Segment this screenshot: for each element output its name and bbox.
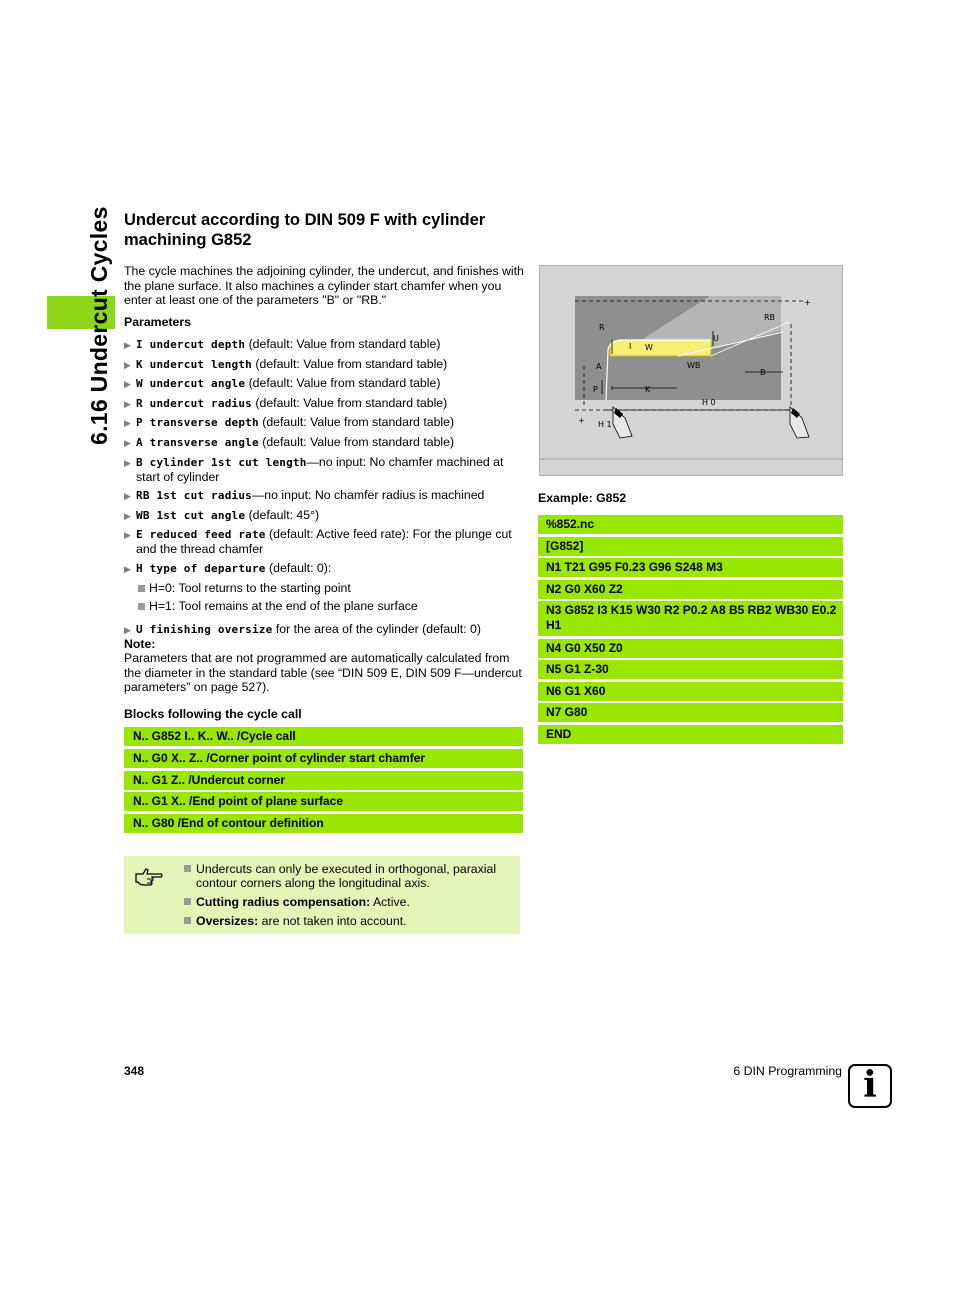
block-line: N.. G1 Z.. /Undercut corner [124, 771, 523, 790]
label-a: A [596, 362, 602, 371]
info-icon[interactable] [848, 1064, 892, 1108]
label-r: R [599, 323, 605, 332]
undercut-diagram-drawing [540, 266, 842, 475]
note-text: Parameters that are not programmed are automatically calculated from the diameter in the standard table (see “DIN 509 E, DIN 509 F—undercut parameters” on page 527). [124, 651, 522, 694]
example-line: N3 G852 I3 K15 W30 R2 P0.2 A8 B5 RB2 WB30 E0.2 H1 [538, 601, 843, 636]
label-plus-top: + [804, 298, 811, 307]
param-item-h: ▶ H type of departure (default: 0): [124, 560, 332, 575]
arrow-right-icon: ▶ [124, 491, 131, 502]
label-w: W [645, 343, 653, 352]
arrow-right-icon: ▶ [124, 359, 131, 370]
example-line: [G852] [538, 537, 843, 556]
bullet-square-icon [138, 585, 145, 592]
label-k: K [645, 385, 651, 394]
bullet-square-icon [138, 603, 145, 610]
section-title: Undercut according to DIN 509 F with cylinder machining G852 [124, 211, 486, 249]
block-line: N.. G852 I.. K.. W.. /Cycle call [124, 727, 523, 746]
block-line: N.. G0 X.. Z.. /Corner point of cylinder start chamfer [124, 749, 523, 768]
chapter-footer: 6 DIN Programming [733, 1064, 842, 1078]
example-line: N6 G1 X60 [538, 682, 843, 701]
param-item-p: ▶ P transverse depth (default: Value from standard table) [124, 415, 455, 430]
param-item-w: ▶ W undercut angle (default: Value from standard table) [124, 376, 441, 391]
arrow-right-icon: ▶ [124, 398, 131, 409]
note-heading: Note: [124, 637, 156, 651]
example-line: N5 G1 Z-30 [538, 660, 843, 679]
tip-box [124, 856, 520, 934]
undercut-region [610, 340, 711, 356]
label-b: B [760, 368, 766, 377]
arrow-right-icon: ▶ [124, 418, 131, 429]
param-item-u: ▶ U finishing oversize for the area of the cylinder (default: 0) [124, 621, 481, 636]
param-item-b: ▶ B cylinder 1st cut length—no input: No chamfer machined at start of cylinder [124, 454, 504, 484]
parameters-heading: Parameters [124, 315, 191, 329]
label-u: U [713, 334, 719, 343]
bullet-square-icon [184, 898, 191, 905]
param-item-i: ▶ I undercut depth (default: Value from standard table) [124, 337, 441, 351]
param-item-rb: ▶ RB 1st cut radius—no input: No chamfer radius is machined [124, 488, 485, 503]
param-item-e: ▶ E reduced feed rate (default: Active feed rate): For the plunge cut and the thread chamfer [124, 527, 512, 557]
h-option-0: H=0: Tool returns to the starting point [124, 581, 524, 595]
tip-list [184, 862, 514, 933]
label-plus-bottom: + [578, 416, 585, 425]
info-glyph: i [863, 1064, 877, 1106]
chapter-side-title: 6.16 Undercut Cycles [86, 206, 112, 445]
block-line: N.. G1 X.. /End point of plane surface [124, 792, 523, 811]
bullet-square-icon [184, 917, 191, 924]
example-line: %852.nc [538, 515, 843, 534]
example-line: N7 G80 [538, 703, 843, 722]
tip-item: Undercuts can only be executed in orthogonal, paraxial contour corners along the longitudinal axis. [184, 862, 514, 890]
intro-paragraph: The cycle machines the adjoining cylinder, the undercut, and finishes with the plane surface. It also machines a cylinder start chamfer when you enter at least one of the parameters "B" or "RB." [124, 264, 524, 307]
arrow-right-icon: ▶ [124, 457, 131, 468]
example-heading: Example: G852 [538, 491, 627, 505]
arrow-right-icon: ▶ [124, 437, 131, 448]
label-h1: H 1 [598, 420, 612, 429]
pointing-hand-icon [134, 866, 164, 888]
tip-item: Cutting radius compensation: Active. [184, 895, 514, 909]
parameter-list [124, 337, 524, 641]
blocks-heading: Blocks following the cycle call [124, 707, 302, 721]
bullet-square-icon [184, 865, 191, 872]
example-line: N2 G0 X60 Z2 [538, 580, 843, 599]
h-option-1: H=1: Tool remains at the end of the plane surface [124, 599, 524, 613]
arrow-right-icon: ▶ [124, 530, 131, 541]
arrow-right-icon: ▶ [124, 510, 131, 521]
param-item-a: ▶ A transverse angle (default: Value from standard table) [124, 434, 455, 449]
param-item-wb: ▶ WB 1st cut angle (default: 45°) [124, 507, 320, 522]
page-number: 348 [124, 1064, 145, 1078]
arrow-right-icon: ▶ [124, 379, 131, 390]
param-item-r: ▶ R undercut radius (default: Value from standard table) [124, 395, 448, 410]
example-line: N4 G0 X50 Z0 [538, 639, 843, 658]
label-i: I [629, 342, 632, 351]
tip-item: Oversizes: are not taken into account. [184, 914, 514, 928]
undercut-diagram [539, 265, 843, 476]
arrow-right-icon: ▶ [124, 563, 131, 574]
example-line: N1 T21 G95 F0.23 G96 S248 M3 [538, 558, 843, 577]
arrow-right-icon: ▶ [124, 624, 131, 635]
block-line: N.. G80 /End of contour definition [124, 814, 523, 833]
arrow-right-icon: ▶ [124, 340, 131, 350]
label-wb: WB [687, 361, 701, 370]
param-item-k: ▶ K undercut length (default: Value from standard table) [124, 356, 448, 371]
example-line: END [538, 725, 843, 744]
label-p: P [593, 385, 598, 394]
label-h0: H 0 [702, 398, 716, 407]
label-rb: RB [764, 313, 776, 322]
